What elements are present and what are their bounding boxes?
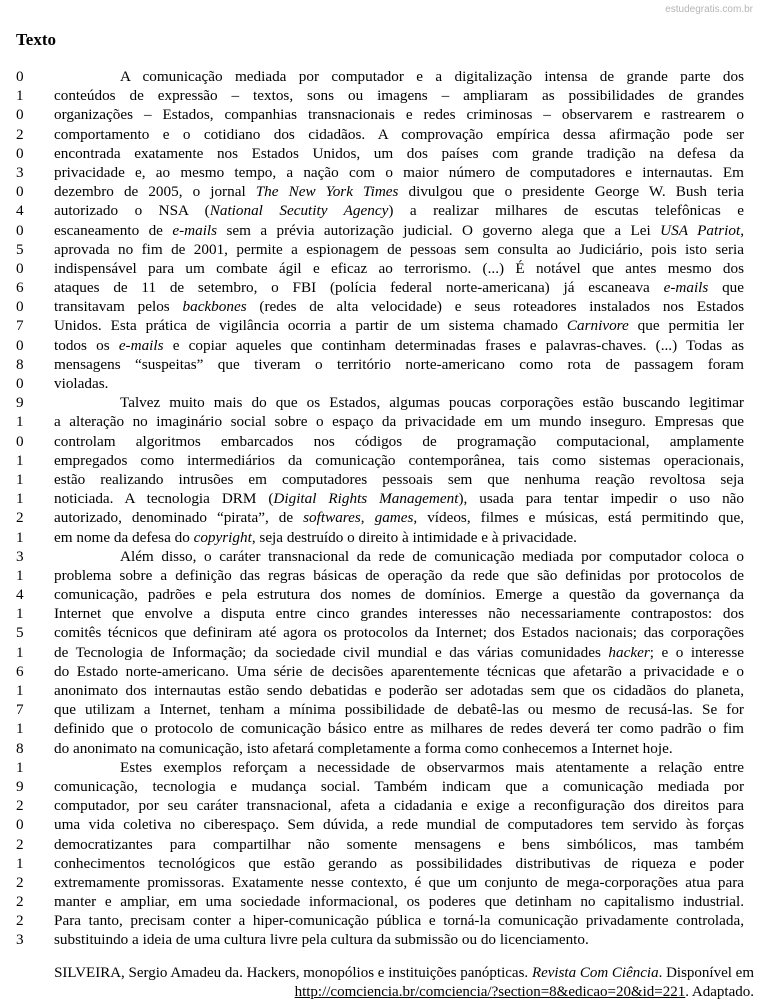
text-line bbox=[16, 221, 744, 240]
line-text: escaneamento de e-mails sem a prévia autorização judicial. O governo alega que a Lei USA Patriot, bbox=[54, 221, 744, 239]
text-line bbox=[16, 201, 744, 220]
text-line bbox=[16, 393, 744, 412]
text-line bbox=[16, 643, 744, 662]
text-line bbox=[16, 105, 744, 124]
line-number-digit: 4 bbox=[16, 586, 24, 604]
line-number-digit: 1 bbox=[16, 470, 24, 488]
line-text: a alteração no imaginário social sobre o espaço da privacidade em um mundo inseguro. Empresas que bbox=[54, 413, 744, 431]
text-line bbox=[16, 777, 744, 796]
line-number-digit: 2 bbox=[16, 912, 24, 930]
line-text: Além disso, o caráter transnacional da rede de comunicação mediada por computador coloca o bbox=[120, 547, 744, 565]
line-number-digit: 6 bbox=[16, 662, 24, 680]
citation-journal: Revista Com Ciência bbox=[531, 965, 659, 981]
line-number-digit: 8 bbox=[16, 355, 24, 373]
line-text: uma vida coletiva no ciberespaço. Sem dúvida, a rede mundial de computadores tem servido às forças bbox=[54, 816, 744, 834]
line-number-digit: 0 bbox=[16, 68, 24, 85]
line-number-digit: 1 bbox=[16, 87, 24, 105]
line-number-digit: 1 bbox=[16, 566, 24, 584]
text-line bbox=[16, 278, 744, 297]
line-number-digit: 2 bbox=[16, 835, 24, 853]
line-text: Internet que envolve a disputa entre cinco grandes interesses não necessariamente contrapostos: dos bbox=[54, 605, 744, 623]
line-text: do Estado norte-americano. Uma série de decisões aparentemente técnicas que afetarão a privacidade e o bbox=[54, 662, 744, 680]
text-line bbox=[16, 930, 744, 949]
text-line bbox=[16, 374, 744, 393]
line-text: transitavam pelos backbones (redes de alta velocidade) e seus roteadores instalados nos Estados bbox=[54, 298, 744, 316]
line-text: comunicação, padrões e pela estrutura dos nomes de domínios. Emerge a questão da governança da bbox=[54, 586, 744, 604]
line-number-digit: 1 bbox=[16, 854, 24, 872]
text-line bbox=[16, 719, 744, 738]
line-text: privacidade e, ao mesmo tempo, a nação com o maior número de computadores e internautas. Em bbox=[54, 163, 744, 181]
line-number-digit: 8 bbox=[16, 739, 24, 757]
source-citation bbox=[16, 964, 754, 1002]
line-number-digit: 1 bbox=[16, 720, 24, 738]
line-number-digit: 0 bbox=[16, 432, 24, 450]
text-line bbox=[16, 911, 744, 930]
text-line bbox=[16, 163, 744, 182]
text-line bbox=[16, 662, 744, 681]
text-line bbox=[16, 892, 744, 911]
text-line bbox=[16, 815, 744, 834]
line-number-digit: 0 bbox=[16, 336, 24, 354]
line-text: do anonimato na comunicação, isto afetará completamente a forma como conhecemos a Internet hoje. bbox=[54, 739, 673, 757]
line-text: comunicação, tecnologia e mudança social. Também indicam que a comunicação mediada por bbox=[54, 777, 744, 795]
line-text: conteúdos de expressão – textos, sons ou imagens – ampliaram as possibilidades de grandes bbox=[54, 87, 744, 105]
line-number-digit: 1 bbox=[16, 451, 24, 469]
citation-prefix: SILVEIRA, Sergio Amadeu da. Hackers, monopólios e instituições panópticas. bbox=[54, 965, 532, 981]
text-line bbox=[16, 739, 744, 758]
line-number-digit: 6 bbox=[16, 279, 24, 297]
line-text: extremamente promissoras. Exatamente nesse contexto, é que um conjunto de mega-corporações atua para bbox=[54, 873, 744, 891]
text-line bbox=[16, 796, 744, 815]
line-number-digit: 1 bbox=[16, 528, 24, 546]
line-number-digit: 1 bbox=[16, 413, 24, 431]
line-text: dezembro de 2005, o jornal The New York Times divulgou que o presidente George W. Bush teria bbox=[54, 183, 744, 201]
text-line bbox=[16, 508, 744, 527]
line-text: organizações – Estados, companhias transnacionais e redes criminosas – observarem e rastrearem o bbox=[54, 106, 744, 124]
text-line bbox=[16, 86, 744, 105]
text-line bbox=[16, 854, 744, 873]
text-line bbox=[16, 259, 744, 278]
line-text: problema sobre a definição das regras básicas de operação da rede que são definidas por protocolos de bbox=[54, 566, 744, 584]
text-line bbox=[16, 125, 744, 144]
line-text: computador, por seu caráter transnacional, afeta a cidadania e exige a reconfiguração dos direitos para bbox=[54, 797, 744, 815]
line-text: indispensável para um combate ágil e eficaz ao terrorismo. (...) É notável que antes mesmo dos bbox=[54, 259, 744, 277]
line-text: em nome da defesa do copyright, seja destruído o direito à intimidade e à privacidade. bbox=[54, 528, 577, 546]
text-line bbox=[16, 681, 744, 700]
line-number-digit: 7 bbox=[16, 701, 24, 719]
line-text: Estes exemplos reforçam a necessidade de observarmos mais atentamente a relação entre bbox=[120, 758, 744, 776]
line-number-digit: 3 bbox=[16, 163, 24, 181]
section-heading: Texto bbox=[16, 30, 56, 49]
text-line bbox=[16, 623, 744, 642]
line-text: noticiada. A tecnologia DRM (Digital Rights Management), usada para tentar impedir o uso não bbox=[54, 490, 744, 508]
text-line bbox=[16, 528, 744, 547]
line-number-digit: 4 bbox=[16, 202, 24, 220]
text-line bbox=[16, 432, 744, 451]
line-text: de Tecnologia de Informação; da sociedade civil mundial e das várias comunidades hacker; e o interesse bbox=[54, 643, 744, 661]
text-line bbox=[16, 316, 744, 335]
line-text: estão realizando intrusões em computadores pessoais sem que nenhuma reação revoltosa seja bbox=[54, 470, 744, 488]
text-line bbox=[16, 451, 744, 470]
text-line bbox=[16, 547, 744, 566]
line-number-digit: 2 bbox=[16, 125, 24, 143]
line-number-digit: 1 bbox=[16, 490, 24, 508]
line-text: manter e ampliar, em uma sociedade informacional, os poderes que detinham no capitalismo industrial. bbox=[54, 893, 744, 911]
line-number-digit: 9 bbox=[16, 394, 24, 412]
line-number-digit: 2 bbox=[16, 509, 24, 527]
citation-suffix: . Adaptado. bbox=[685, 984, 754, 1000]
line-number-digit: 0 bbox=[16, 144, 24, 162]
line-text: empregados como intermediários da comunicação contemporânea, tais como sistemas operacionais, bbox=[54, 451, 744, 469]
line-text: comitês técnicos que definiram até agora os protocolos da Internet; dos Estados nacionais; das corporações bbox=[54, 624, 744, 642]
line-text: que utilizam a Internet, tenham a mínima possibilidade de debatê-las ou mesmo de recusá-las. Se for bbox=[54, 701, 744, 719]
line-number-digit: 5 bbox=[16, 624, 24, 642]
text-line bbox=[16, 489, 744, 508]
line-text: definido que o protocolo de comunicação básico entre as milhares de redes deverá ter como padrão o fim bbox=[54, 720, 744, 738]
line-number-digit: 0 bbox=[16, 259, 24, 277]
line-text: Unidos. Esta prática de vigilância ocorria a partir de um sistema chamado Carnivore que permitia ler bbox=[54, 317, 744, 335]
text-line bbox=[16, 700, 744, 719]
line-text: democratizantes para compartilhar não somente mensagens e bens simbólicos, mas também bbox=[54, 835, 744, 853]
line-number-digit: 0 bbox=[16, 298, 24, 316]
line-number-digit: 0 bbox=[16, 183, 24, 201]
text-line bbox=[16, 412, 744, 431]
line-number-digit: 1 bbox=[16, 758, 24, 776]
line-number-digit: 3 bbox=[16, 931, 24, 949]
line-text: controlam algoritmos embarcados nos códigos de programação computacional, amplamente bbox=[54, 432, 744, 450]
line-number-digit: 1 bbox=[16, 682, 24, 699]
line-text: A comunicação mediada por computador e a digitalização intensa de grande parte dos bbox=[120, 68, 744, 85]
line-number-digit: 1 bbox=[16, 643, 24, 661]
line-text: autorizado, denominado “pirata”, de softwares, games, vídeos, filmes e músicas, está permitindo que, bbox=[54, 509, 744, 527]
citation-link[interactable]: http://comciencia.br/comciencia/?section=8&edicao=20&id=221 bbox=[294, 984, 686, 1000]
text-line bbox=[16, 144, 744, 163]
citation-middle: . Disponível em bbox=[658, 965, 754, 981]
line-number-digit: 0 bbox=[16, 816, 24, 834]
text-line bbox=[16, 182, 744, 201]
line-text: Para tanto, precisam conter a hiper-comunicação pública e torná-la comunicação privadamente controlada, bbox=[54, 912, 744, 930]
line-number-digit: 0 bbox=[16, 106, 24, 124]
line-text: autorizado o NSA (National Secutity Agency) a realizar milhares de escutas telefônicas e bbox=[54, 202, 744, 220]
text-line bbox=[16, 297, 744, 316]
line-text: substituindo a ideia de uma cultura livre pela cultura da submissão ou do licenciamento. bbox=[54, 931, 589, 949]
line-text: todos os e-mails e copiar aqueles que continham determinadas frases e palavras-chaves. (...) Todas as bbox=[54, 336, 744, 354]
text-line bbox=[16, 758, 744, 777]
line-number-digit: 0 bbox=[16, 375, 24, 392]
text-line bbox=[16, 835, 744, 854]
line-number-digit: 7 bbox=[16, 317, 24, 335]
line-text: violadas. bbox=[54, 375, 109, 392]
line-text: encontrada exatamente nos Estados Unidos, um dos países com grande tradição na defesa da bbox=[54, 144, 744, 162]
text-line bbox=[16, 336, 744, 355]
text-line bbox=[16, 67, 744, 86]
line-text: conhecimentos tecnológicos que estão gerando as possibilidades distributivas de riqueza e poder bbox=[54, 854, 744, 872]
line-number-digit: 0 bbox=[16, 221, 24, 239]
article-text bbox=[16, 67, 744, 950]
line-number-digit: 5 bbox=[16, 240, 24, 258]
text-line bbox=[16, 240, 744, 259]
text-line bbox=[16, 470, 744, 489]
site-watermark: estudegratis.com.br bbox=[665, 4, 753, 15]
text-line bbox=[16, 873, 744, 892]
line-number-digit: 3 bbox=[16, 547, 24, 565]
line-number-digit: 2 bbox=[16, 797, 24, 815]
text-line bbox=[16, 566, 744, 585]
line-text: Talvez muito mais do que os Estados, algumas poucas corporações estão buscando legitimar bbox=[120, 394, 744, 412]
line-text: aprovada no fim de 2001, permite a espionagem de pessoas sem consulta ao Judiciário, pois isto seria bbox=[54, 240, 744, 258]
text-line bbox=[16, 585, 744, 604]
line-text: comportamento e o cotidiano dos cidadãos. A comprovação empírica dessa afirmação pode ser bbox=[54, 125, 744, 143]
line-number-digit: 9 bbox=[16, 777, 24, 795]
line-text: ataques de 11 de setembro, o FBI (polícia federal norte-americana) já escaneava e-mails que bbox=[54, 279, 744, 297]
line-number-digit: 1 bbox=[16, 605, 24, 623]
line-number-digit: 2 bbox=[16, 873, 24, 891]
line-text: anonimato dos internautas estão sendo debatidas e poderão ser adotadas sem que os cidadãos do planeta, bbox=[54, 682, 744, 699]
text-line bbox=[16, 355, 744, 374]
text-line bbox=[16, 604, 744, 623]
line-text: mensagens “suspeitas” que tiveram o território norte-americano como rota de passagem foram bbox=[54, 355, 744, 373]
line-number-digit: 2 bbox=[16, 893, 24, 911]
